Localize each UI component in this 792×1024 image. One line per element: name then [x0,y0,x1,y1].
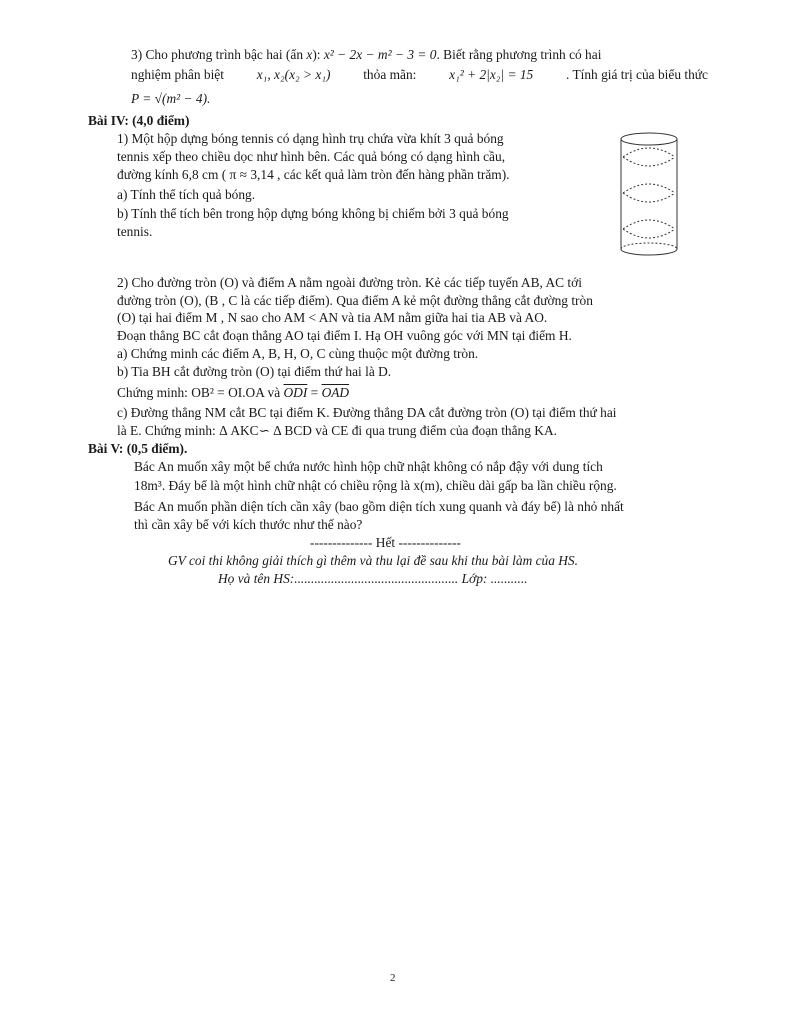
proctor-note: GV coi thi không giải thích gì thêm và thu lại đề sau khi thu bài làm của HS. [168,553,578,568]
p3-text: . Biết rằng phương trình có hai [436,47,602,62]
p3-text: . Tính giá trị của biểu thức [565,67,708,82]
bai4-q2-line: b) Tia BH cắt đường tròn (O) tại điểm thứ hai là D. [117,364,392,379]
bai4-q1-line: a) Tính thể tích quả bóng. [117,187,256,202]
bai5-line: Bác An muốn phần diện tích cần xây (bao gồm diện tích xung quanh và đáy bể) là nhỏ nhất [134,499,624,514]
p3-roots: x₁, x₂(x₂ > x₁) [256,67,331,82]
bai4-q1-line: đường kính 6,8 cm ( π ≈ 3,14 , các kết quả làm tròn đến hàng phần trăm). [117,167,510,182]
bai4-q2-line: Đoạn thẳng BC cắt đoạn thẳng AO tại điểm I. Hạ OH vuông góc với MN tại điểm H. [117,328,572,343]
bai4-q2-line: (O) tại hai điểm M , N sao cho AM < AN và tia AM nằm giữa hai tia AB và AO. [117,310,548,325]
bai4-q1-line: tennis xếp theo chiều dọc như hình bên. Các quả bóng có dạng hình cầu, [117,149,506,164]
p3-text: 3) Cho phương trình bậc hai (ẩn [131,47,307,62]
end-marker: -------------- Hết -------------- [310,535,461,550]
student-name-line: Họ và tên HS:................................................. Lớp: ........... [218,571,528,586]
p3-equation: x² − 2x − m² − 3 = 0 [323,47,437,62]
equals: = [307,385,322,400]
p3-condition: x₁² + 2|x₂| = 15 [449,67,534,82]
bai5-line: thì cần xây bể với kích thước như thế nào? [134,517,363,532]
bai4-q2-proof-line [117,385,349,401]
bai4-q2-line: a) Chứng minh các điểm A, B, H, O, C cùng thuộc một đường tròn. [117,346,479,361]
p3-expression: P = √(m² − 4). [131,91,211,106]
bai4-heading: Bài IV: (4,0 điểm) [88,113,190,128]
bai4-q2c-line: c) Đường thẳng NM cắt BC tại điểm K. Đường thẳng DA cắt đường tròn (O) tại điểm thứ hai [117,405,617,420]
arc-oad: $\overline{OAD}$ [321,385,350,400]
bai4-q2-line: đường tròn (O), (B , C là các tiếp điểm). Qua điểm A kẻ một đường thẳng cắt đường tròn [117,293,593,308]
bai4-q1-line: 1) Một hộp dựng bóng tennis có dạng hình trụ chứa vừa khít 3 quả bóng [117,131,504,146]
tennis-can-figure [617,131,681,257]
page-number: 2 [390,972,396,984]
p3-text: nghiệm phân biệt [131,67,224,82]
p3-var: x [306,47,313,62]
bai4-q1-line: b) Tính thể tích bên trong hộp dựng bóng không bị chiếm bởi 3 quả bóng [117,206,509,221]
bai4-q1-line: tennis. [117,224,153,239]
p3-line-2 [131,67,708,83]
proof-text: Chứng minh: OB² = OI.OA và [117,385,284,400]
p3-line-1 [131,47,708,63]
bai4-q2c-line: là E. Chứng minh: Δ AKC∽ Δ BCD và CE đi qua trung điểm của đoạn thẳng KA. [117,423,557,438]
p3-text: ): [312,47,324,62]
arc-odi: $\overline{ODI}$ [283,385,308,400]
bai5-heading: Bài V: (0,5 điểm). [88,441,188,456]
bai4-q2-line: 2) Cho đường tròn (O) và điểm A nằm ngoài đường tròn. Kẻ các tiếp tuyến AB, AC tới [117,275,582,290]
bai5-line: Bác An muốn xây một bể chứa nước hình hộp chữ nhật không có nắp đậy với dung tích [134,459,603,474]
p3-text: thỏa mãn: [363,67,417,82]
bai5-line: 18m³. Đáy bể là một hình chữ nhật có chiều rộng là x(m), chiều dài gấp ba lần chiều rộng. [134,478,617,493]
